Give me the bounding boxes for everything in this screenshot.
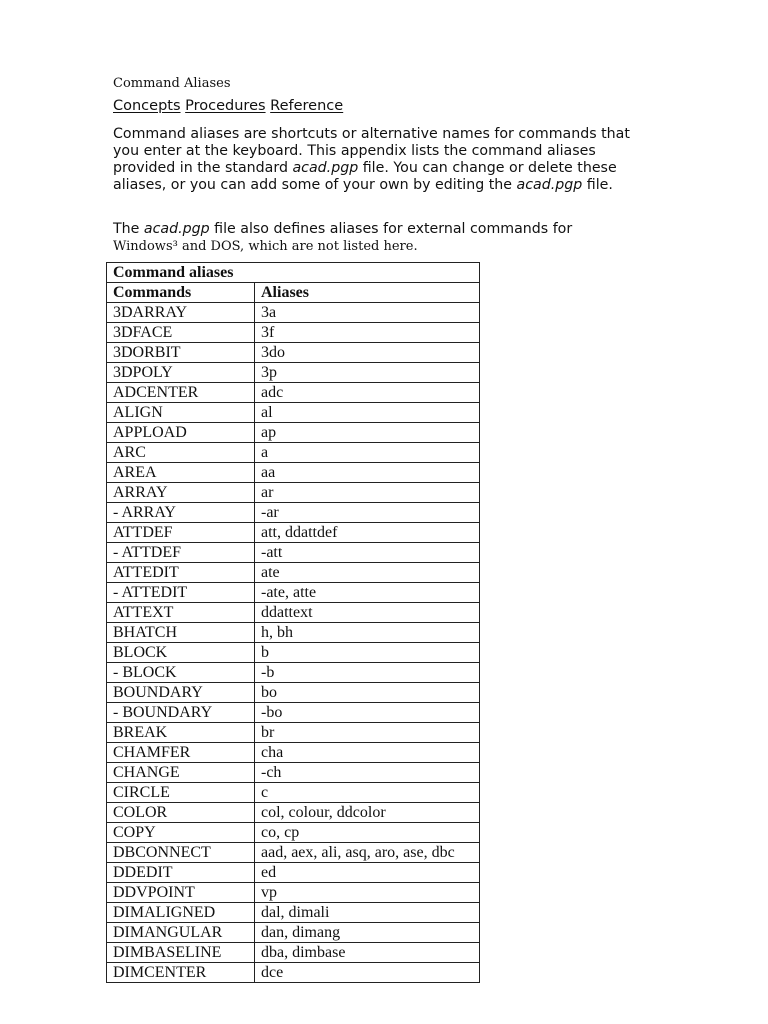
table-row — [107, 463, 480, 483]
command-cell: DDVPOINT — [107, 883, 255, 903]
intro-filename-1: acad.pgp — [292, 160, 359, 176]
command-cell: APPLOAD — [107, 423, 255, 443]
table-row — [107, 583, 480, 603]
command-cell: 3DARRAY — [107, 303, 255, 323]
external-filename: acad.pgp — [143, 221, 210, 237]
command-cell: ARC — [107, 443, 255, 463]
alias-cell: 3do — [255, 343, 480, 363]
alias-cell: c — [255, 783, 480, 803]
alias-cell: dan, dimang — [255, 923, 480, 943]
command-cell: DIMCENTER — [107, 963, 255, 983]
table-row — [107, 683, 480, 703]
external-text-1: The — [113, 221, 144, 237]
table-row — [107, 603, 480, 623]
table-row — [107, 863, 480, 883]
alias-cell: -ate, atte — [255, 583, 480, 603]
alias-cell: br — [255, 723, 480, 743]
command-cell: DIMBASELINE — [107, 943, 255, 963]
command-cell: DBCONNECT — [107, 843, 255, 863]
table-row — [107, 803, 480, 823]
alias-cell: -att — [255, 543, 480, 563]
command-cell: 3DORBIT — [107, 343, 255, 363]
table-caption: Command aliases — [107, 263, 480, 283]
command-cell: ATTEDIT — [107, 563, 255, 583]
commands-header: Commands — [107, 283, 255, 303]
table-caption-row — [107, 263, 480, 283]
alias-cell: al — [255, 403, 480, 423]
table-row — [107, 483, 480, 503]
command-cell: CIRCLE — [107, 783, 255, 803]
table-header-row — [107, 283, 480, 303]
nav-links — [113, 98, 343, 114]
table-row — [107, 383, 480, 403]
reference-link[interactable]: Reference — [270, 98, 344, 114]
command-cell: BOUNDARY — [107, 683, 255, 703]
alias-cell: vp — [255, 883, 480, 903]
table-row — [107, 303, 480, 323]
command-cell: ATTDEF — [107, 523, 255, 543]
table-row — [107, 663, 480, 683]
table-row — [107, 643, 480, 663]
table-row — [107, 843, 480, 863]
alias-cell: ate — [255, 563, 480, 583]
table-row — [107, 903, 480, 923]
alias-cell: dal, dimali — [255, 903, 480, 923]
command-aliases-table — [106, 262, 480, 983]
alias-cell: 3p — [255, 363, 480, 383]
command-cell: 3DPOLY — [107, 363, 255, 383]
table-row — [107, 563, 480, 583]
table-row — [107, 423, 480, 443]
command-cell: BLOCK — [107, 643, 255, 663]
intro-text-1: Command aliases are shortcuts or alternative names for commands that you enter at the keyboard. This appendix lists the command aliases provided in the standard — [113, 126, 630, 176]
command-cell: - ARRAY — [107, 503, 255, 523]
alias-cell: ap — [255, 423, 480, 443]
command-cell: DIMANGULAR — [107, 923, 255, 943]
table-row — [107, 363, 480, 383]
command-cell: ADCENTER — [107, 383, 255, 403]
command-cell: DIMALIGNED — [107, 903, 255, 923]
table-row — [107, 883, 480, 903]
command-cell: COPY — [107, 823, 255, 843]
alias-cell: h, bh — [255, 623, 480, 643]
table-row — [107, 623, 480, 643]
alias-cell: co, cp — [255, 823, 480, 843]
table-row — [107, 523, 480, 543]
table-row — [107, 503, 480, 523]
intro-filename-2: acad.pgp — [516, 177, 583, 193]
alias-cell: dba, dimbase — [255, 943, 480, 963]
external-text-3: Windows³ and DOS, which are not listed here. — [113, 239, 418, 254]
intro-text-3: file. — [582, 177, 613, 193]
table-row — [107, 943, 480, 963]
concepts-link[interactable]: Concepts — [113, 98, 181, 114]
command-cell: ARRAY — [107, 483, 255, 503]
command-cell: - ATTEDIT — [107, 583, 255, 603]
alias-cell: a — [255, 443, 480, 463]
alias-cell: dce — [255, 963, 480, 983]
command-cell: COLOR — [107, 803, 255, 823]
alias-cell: bo — [255, 683, 480, 703]
table-row — [107, 963, 480, 983]
table-row — [107, 783, 480, 803]
table-row — [107, 743, 480, 763]
procedures-link[interactable]: Procedures — [185, 98, 266, 114]
command-cell: CHANGE — [107, 763, 255, 783]
command-cell: 3DFACE — [107, 323, 255, 343]
command-cell: BREAK — [107, 723, 255, 743]
table-row — [107, 443, 480, 463]
command-cell: DDEDIT — [107, 863, 255, 883]
command-cell: - ATTDEF — [107, 543, 255, 563]
table-row — [107, 323, 480, 343]
external-commands-paragraph — [113, 221, 653, 255]
alias-cell: cha — [255, 743, 480, 763]
alias-cell: col, colour, ddcolor — [255, 803, 480, 823]
alias-cell: -ch — [255, 763, 480, 783]
alias-cell: -b — [255, 663, 480, 683]
alias-cell: -ar — [255, 503, 480, 523]
alias-cell: ddattext — [255, 603, 480, 623]
command-cell: AREA — [107, 463, 255, 483]
table-row — [107, 703, 480, 723]
alias-cell: b — [255, 643, 480, 663]
alias-cell: aa — [255, 463, 480, 483]
table-row — [107, 403, 480, 423]
command-cell: ATTEXT — [107, 603, 255, 623]
alias-cell: 3f — [255, 323, 480, 343]
table-row — [107, 823, 480, 843]
alias-cell: aad, aex, ali, asq, aro, ase, dbc — [255, 843, 480, 863]
intro-text-2: file. You can change or delete these aliases, or you can add some of your own by editing the — [113, 160, 617, 193]
external-text-2: file also defines aliases for external commands for — [209, 221, 573, 237]
alias-cell: -bo — [255, 703, 480, 723]
intro-paragraph — [113, 126, 653, 194]
alias-cell: 3a — [255, 303, 480, 323]
command-cell: ALIGN — [107, 403, 255, 423]
table-row — [107, 543, 480, 563]
table-row — [107, 763, 480, 783]
table-row — [107, 723, 480, 743]
command-cell: CHAMFER — [107, 743, 255, 763]
table-row — [107, 343, 480, 363]
alias-cell: ed — [255, 863, 480, 883]
alias-cell: att, ddattdef — [255, 523, 480, 543]
command-cell: - BLOCK — [107, 663, 255, 683]
aliases-header: Aliases — [255, 283, 480, 303]
command-cell: BHATCH — [107, 623, 255, 643]
table-row — [107, 923, 480, 943]
alias-cell: adc — [255, 383, 480, 403]
command-cell: - BOUNDARY — [107, 703, 255, 723]
alias-cell: ar — [255, 483, 480, 503]
document-title: Command Aliases — [113, 76, 231, 91]
